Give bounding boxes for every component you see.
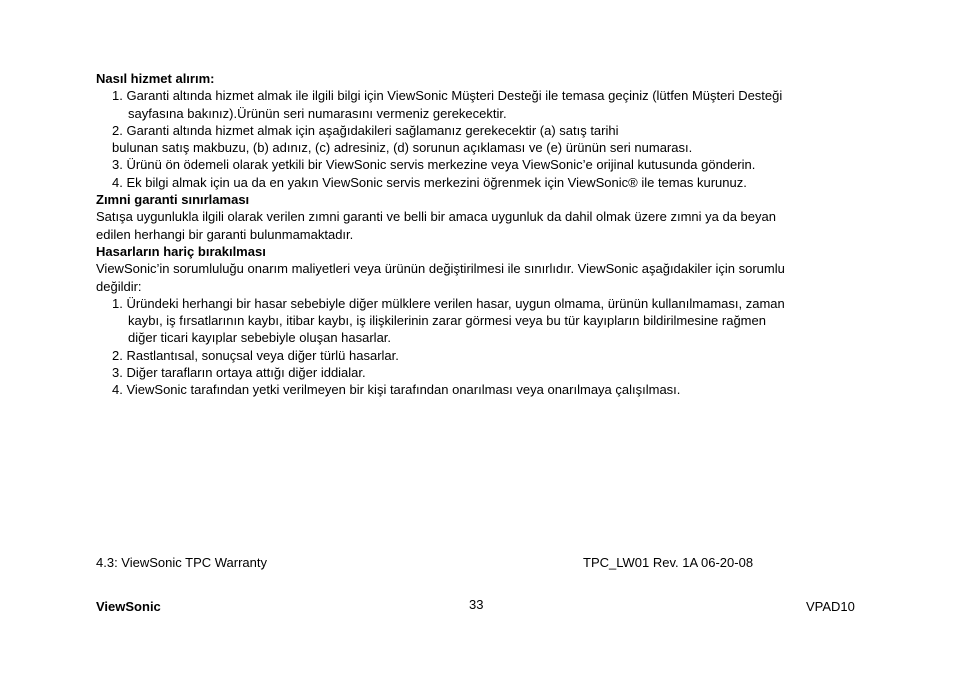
footer-section-note: 4.3: ViewSonic TPC Warranty: [96, 555, 267, 570]
service-step-2: 2. Garanti altında hizmet almak için aşağıdakileri sağlamanız gerekecektir (a) satış tarihi: [112, 122, 619, 138]
exclusion-item-1: 1. Üründeki herhangi bir hasar sebebiyle diğer mülklere verilen hasar, uygun olmama, ürünün kullanılmaması, zaman: [112, 295, 785, 311]
implied-warranty-line-2: edilen herhangi bir garanti bulunmamaktadır.: [96, 226, 354, 242]
service-step-4: 4. Ek bilgi almak için ua da en yakın ViewSonic servis merkezini öğrenmek için ViewSonic® ile temas kurunuz.: [112, 174, 747, 190]
service-step-3: 3. Ürünü ön ödemeli olarak yetkili bir ViewSonic servis merkezine veya ViewSonic’e orijinal kutusunda gönderin.: [112, 157, 756, 173]
exclusion-item-4: 4. ViewSonic tarafından yetki verilmeyen bir kişi tarafından onarılması veya onarılmaya çalışılması.: [112, 382, 681, 398]
warranty-content: [96, 70, 866, 399]
section-heading-exclusion-of-damages: Hasarların hariç bırakılması: [96, 243, 266, 259]
exclusion-line-2: değildir:: [96, 278, 142, 294]
footer-revision: TPC_LW01 Rev. 1A 06-20-08: [583, 555, 754, 570]
footer-brand: ViewSonic: [96, 599, 161, 614]
exclusion-item-1-cont-2: diğer ticari kayıplar sebebiyle oluşan hasarlar.: [128, 330, 392, 346]
section-heading-implied-warranty: Zımni garanti sınırlaması: [96, 192, 250, 208]
service-step-1: 1. Garanti altında hizmet almak ile ilgili bilgi için ViewSonic Müşteri Desteği ile temasa geçiniz (lütfen Müşteri Desteği: [112, 88, 783, 104]
footer-model: VPAD10: [806, 599, 855, 614]
exclusion-line-1: ViewSonic’in sorumluluğu onarım maliyetleri veya ürünün değiştirilmesi ile sınırlıdır. ViewSonic aşağıdakiler için sorumlu: [96, 261, 785, 277]
exclusion-item-3: 3. Diğer tarafların ortaya attığı diğer iddialar.: [112, 365, 366, 381]
implied-warranty-line-1: Satışa uygunlukla ilgili olarak verilen zımni garanti ve belli bir amaca uygunluk da dahil olmak üzere zımni ya da beyan: [96, 209, 776, 225]
service-step-1-cont: sayfasına bakınız).Ürünün seri numarasını vermeniz gerekecektir.: [128, 105, 507, 121]
section-heading-how-to-get-service: Nasıl hizmet alırım:: [96, 71, 215, 86]
exclusion-item-1-cont: kaybı, iş fırsatlarının kaybı, itibar kaybı, iş ilişkilerinin zarar görmesi veya bu tür kayıpların bildirilmesine rağmen: [128, 313, 766, 329]
page-number: 33: [469, 597, 484, 612]
exclusion-item-2: 2. Rastlantısal, sonuçsal veya diğer türlü hasarlar.: [112, 347, 399, 363]
service-step-2-cont: bulunan satış makbuzu, (b) adınız, (c) adresiniz, (d) sorunun açıklaması ve (e) ürünün seri numarası.: [112, 140, 693, 156]
